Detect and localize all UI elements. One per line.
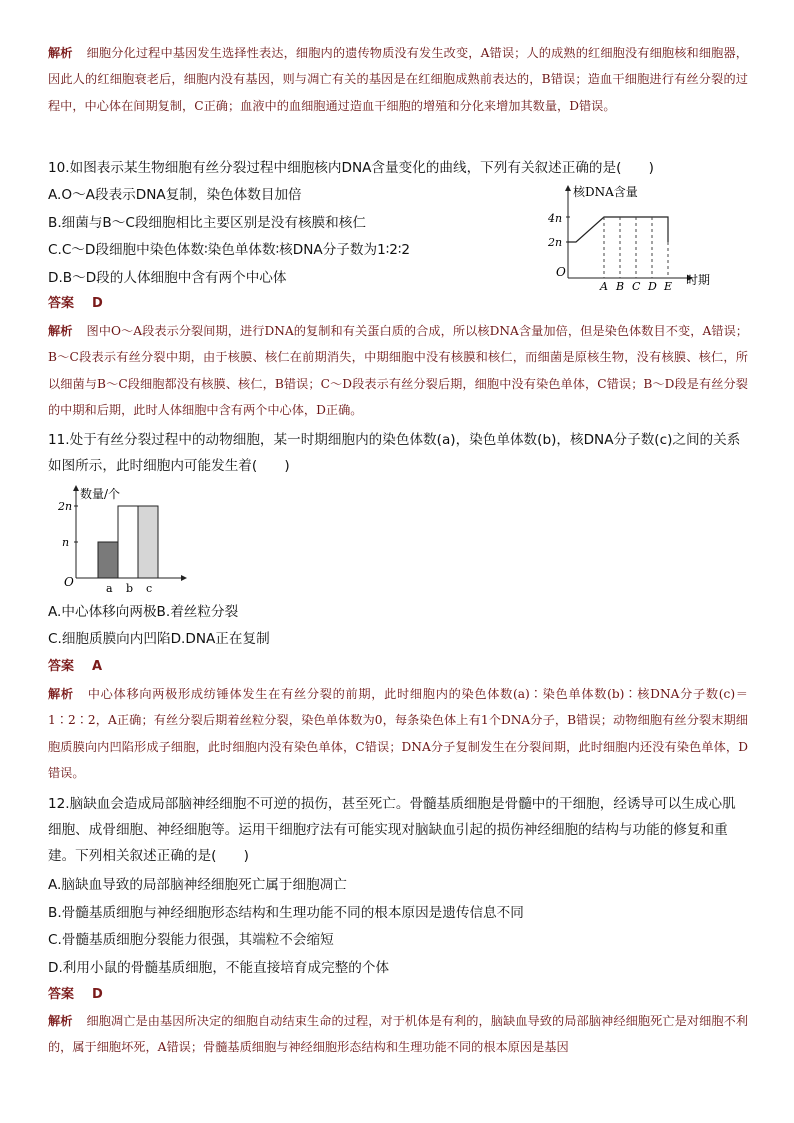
bar-chart	[58, 484, 188, 596]
x-tick-c: C	[632, 280, 641, 292]
option-c: C.C～D段细胞中染色体数∶染色单体数∶核DNA分子数为1∶2∶2	[48, 242, 411, 258]
question-12-options	[48, 872, 748, 982]
x-tick-d: D	[648, 280, 657, 292]
bar-y-label: 数量/个	[80, 487, 121, 501]
question-11-stem: 11.处于有丝分裂过程中的动物细胞，某一时期细胞内的染色体数(a)，染色单体数(b)，核DNA分子数(c)之间的关系如图所示，此时细胞内可能发生着( )	[48, 432, 741, 474]
bar-y-tick-n: n	[62, 536, 70, 549]
option-d: D.利用小鼠的骨髓基质细胞，不能直接培育成完整的个体	[48, 959, 390, 976]
option-b: B.骨髓基质细胞与神经细胞形态结构和生理功能不同的根本原因是遗传信息不同	[48, 904, 524, 921]
option-b: B.着丝粒分裂	[156, 604, 239, 620]
bar-origin: O	[64, 575, 74, 589]
bar-c	[138, 506, 158, 578]
question-12-stem: 12.脑缺血会造成局部脑神经细胞不可逆的损伤，甚至死亡。骨髓基质细胞是骨髓中的干细胞，经诱导可以生成心肌细胞、成骨细胞、神经细胞等。运用干细胞疗法有可能实现对脑缺血引起的损伤神经细胞的结构与功能的修复和重建。下列相关叙述正确的是( )	[48, 796, 736, 864]
option-d: D.B～D段的人体细胞中含有两个中心体	[48, 269, 287, 286]
dna-content-chart	[540, 182, 730, 292]
x-tick-a: A	[600, 280, 608, 292]
x-axis-label: 时期	[686, 273, 711, 287]
explanation-q10: 解析 图中O～A段表示分裂间期，进行DNA的复制和有关蛋白质的合成，所以核DNA含量加倍，但是染色体数目不变，A错误；B～C段表示有丝分裂中期，由于核膜、核仁在前期消失，中期细胞中没有核膜和核仁，而细菌是原核生物，没有核膜、核仁，所以细菌与B～C段细胞都没有核膜、核仁，B错误；C～D段表示有丝分裂后期，细胞中没有染色单体，C错误；B～D段是有丝分裂的中期和后期，此时人体细胞中含有两个中心体，D正确。	[48, 324, 748, 418]
bar-y-tick-2n: 2n	[58, 500, 73, 513]
phase-dashes	[604, 217, 668, 278]
question-10-options	[48, 182, 538, 292]
explanation-q9: 解析 细胞分化过程中基因发生选择性表达，细胞内的遗传物质没有发生改变，A错误；人的成熟的红细胞没有细胞核和细胞器，因此人的红细胞衰老后，细胞内没有基因，则与凋亡有关的基因是在红细胞成熟前表达的，B错误；造血干细胞进行有丝分裂的过程中，中心体在间期复制，C正确；血液中的血细胞通过造血干细胞的增殖和分化来增加其数量，D错误。	[48, 46, 748, 113]
question-11-options-row2	[48, 626, 748, 654]
option-c: C.细胞质膜向内凹陷	[48, 631, 171, 647]
bar-a	[98, 542, 118, 578]
bar-cat-a: a	[106, 582, 113, 595]
bar-cat-b: b	[126, 582, 134, 595]
answer-12: 答案 D	[48, 987, 103, 1002]
option-d: D.DNA正在复制	[170, 631, 270, 647]
explain-label: 解析	[48, 46, 73, 60]
y-axis-label: 核DNA含量	[573, 185, 638, 199]
option-a: A.O～A段表示DNA复制，染色体数目加倍	[48, 187, 302, 203]
question-11-options-row1	[48, 599, 748, 627]
option-a: A.中心体移向两极	[48, 604, 157, 620]
option-b: B.细菌与B～C段细胞相比主要区别是没有核膜和核仁	[48, 214, 366, 231]
explanation-q12: 解析 细胞凋亡是由基因所决定的细胞自动结束生命的过程，对于机体是有利的，脑缺血导致的局部脑神经细胞死亡是对细胞不利的，属于细胞坏死，A错误；骨髓基质细胞与神经细胞形态结构和生理功能不同的根本原因是基因	[48, 1014, 749, 1055]
answer-11: 答案 A	[48, 659, 103, 674]
question-10-stem: 10.如图表示某生物细胞有丝分裂过程中细胞核内DNA含量变化的曲线，下列有关叙述正确的是( )	[48, 160, 654, 176]
x-tick-b: B	[616, 280, 625, 292]
y-tick-4n: 4n	[548, 212, 563, 225]
x-tick-e: E	[664, 280, 673, 292]
origin-label: O	[556, 265, 566, 279]
option-c: C.骨髓基质细胞分裂能力很强，其端粒不会缩短	[48, 932, 334, 948]
bar-cat-c: c	[146, 582, 153, 595]
option-a: A.脑缺血导致的局部脑神经细胞死亡属于细胞凋亡	[48, 877, 347, 893]
explanation-q11: 解析 中心体移向两极形成纺锤体发生在有丝分裂的前期，此时细胞内的染色体数(a)∶染色单体数(b)∶核DNA分子数(c)＝1∶2∶2，A正确；有丝分裂后期着丝粒分裂，染色单体数为0，每条染色体上有1个DNA分子，B错误；动物细胞有丝分裂末期细胞质膜向内凹陷形成子细胞，此时细胞内没有染色单体，C错误；DNA分子复制发生在分裂间期，此时细胞内还没有染色单体，D错误。	[48, 687, 748, 781]
answer-10: 答案 D	[48, 296, 103, 311]
y-tick-2n: 2n	[548, 236, 563, 249]
bar-b	[118, 506, 138, 578]
dna-curve	[568, 217, 668, 242]
